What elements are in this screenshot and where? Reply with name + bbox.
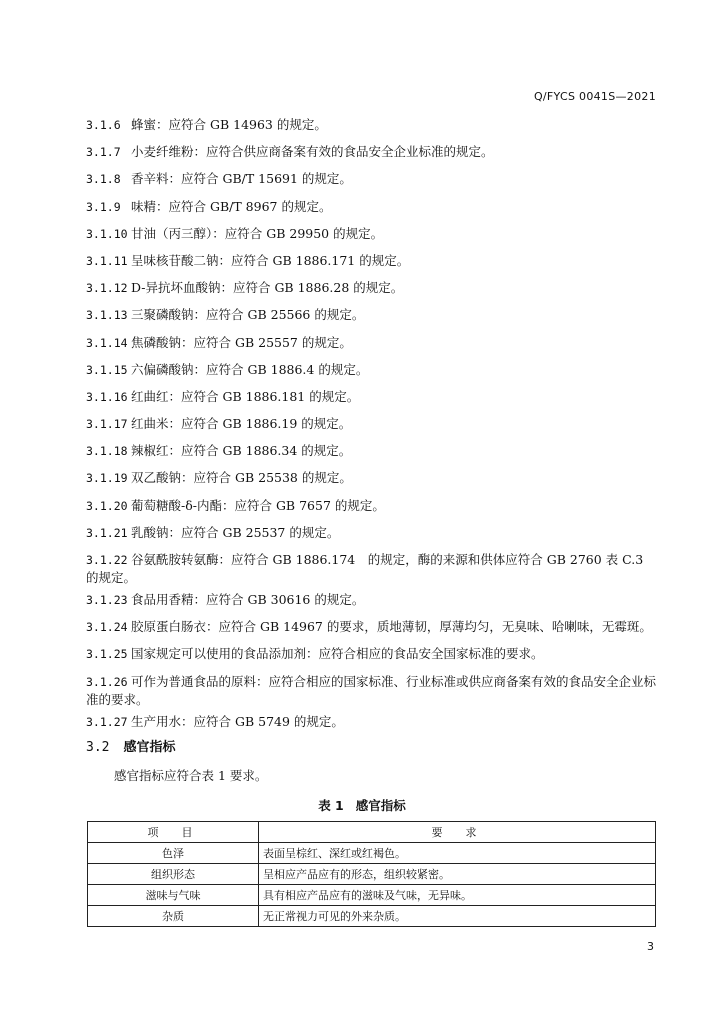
clause-number: 3.1.21 xyxy=(86,525,128,540)
clause-number: 3.1.18 xyxy=(86,444,128,459)
clause-item xyxy=(86,306,658,324)
clause-text: 蜂蜜：应符合 GB 14963 的规定。 xyxy=(131,117,327,132)
clause-item xyxy=(86,497,658,515)
clause-item xyxy=(86,469,658,487)
table-row xyxy=(88,843,656,864)
clause-text: D-异抗坏血酸钠：应符合 GB 1886.28 的规定。 xyxy=(131,280,404,296)
clause-number: 3.1.23 xyxy=(86,593,128,607)
table-cell: 滋味与气味 xyxy=(88,885,259,906)
clause-number: 3.1.24 xyxy=(86,620,128,635)
table-cell: 杂质 xyxy=(88,906,259,927)
clause-item xyxy=(86,713,658,731)
clause-item xyxy=(86,225,658,243)
clause-number: 3.1.15 xyxy=(86,362,128,377)
clause-text: 香辛料：应符合 GB/T 15691 的规定。 xyxy=(131,171,352,187)
clause-item xyxy=(86,116,658,134)
clause-number: 3.1.14 xyxy=(86,335,128,350)
clause-number: 3.1.20 xyxy=(86,498,128,513)
clause-text: 小麦纤维粉：应符合供应商备案有效的食品安全企业标准的规定。 xyxy=(131,144,494,160)
clause-number: 3.1.6 xyxy=(86,118,121,132)
clause-item xyxy=(86,252,658,270)
table-cell: 无正常视力可见的外来杂质。 xyxy=(259,906,656,927)
clause-text: 焦磷酸钠：应符合 GB 25557 的规定。 xyxy=(131,334,352,350)
table-caption xyxy=(0,796,724,814)
clause-text: 甘油（丙三醇）：应符合 GB 29950 的规定。 xyxy=(131,225,384,241)
clause-number: 3.1.16 xyxy=(86,389,128,404)
clause-item xyxy=(86,334,658,352)
clause-number: 3.1.7 xyxy=(86,145,121,160)
clause-item xyxy=(86,361,658,379)
clause-number: 3.1.13 xyxy=(86,308,128,323)
table-cell: 具有相应产品应有的滋味及气味，无异味。 xyxy=(259,885,656,906)
clause-item xyxy=(86,591,658,609)
clause-text: 味精：应符合 GB/T 8967 的规定。 xyxy=(131,198,332,214)
clause-text: 红曲米：应符合 GB 1886.19 的规定。 xyxy=(131,416,352,432)
table-row xyxy=(88,864,656,885)
table-cell: 表面呈棕红、深红或红褐色。 xyxy=(259,843,656,864)
clause-item xyxy=(86,442,658,460)
page-number: 3 xyxy=(647,940,654,953)
clause-item xyxy=(86,415,658,433)
clause-text: 乳酸钠：应符合 GB 25537 的规定。 xyxy=(131,524,340,540)
clause-item xyxy=(86,524,658,542)
clause-text: 六偏磷酸钠：应符合 GB 1886.4 的规定。 xyxy=(131,361,369,377)
clause-text: 食品用香精：应符合 GB 30616 的规定。 xyxy=(131,592,365,607)
clause-number: 3.1.22 xyxy=(86,553,128,567)
clause-number: 3.1.11 xyxy=(86,253,128,268)
clause-number: 3.1.25 xyxy=(86,647,128,662)
section-heading xyxy=(86,736,176,755)
clause-item xyxy=(86,170,658,188)
section-intro: 感官指标应符合表 1 要求。 xyxy=(114,768,268,783)
clause-text: 胶原蛋白肠衣：应符合 GB 14967 的要求，质地薄韧，厚薄均匀，无臭味、哈喇味，无霉斑。 xyxy=(131,619,652,635)
clause-text: 可作为普通食品的原料：应符合相应的国家标准、行业标准或供应商备案有效的食品安全企业标准的要求。 xyxy=(86,673,657,707)
clause-item xyxy=(86,618,658,636)
table-row xyxy=(88,885,656,906)
clause-number: 3.1.10 xyxy=(86,226,128,241)
clause-text: 呈味核苷酸二钠：应符合 GB 1886.171 的规定。 xyxy=(131,252,410,268)
clause-item xyxy=(86,673,658,708)
clause-number: 3.1.26 xyxy=(86,674,128,689)
clause-number: 3.1.27 xyxy=(86,714,128,729)
clause-text: 辣椒红：应符合 GB 1886.34 的规定。 xyxy=(131,443,352,459)
clause-text: 葡萄糖酸-δ-内酯：应符合 GB 7657 的规定。 xyxy=(131,497,385,513)
clause-item xyxy=(86,198,658,216)
table-cell: 色泽 xyxy=(88,843,259,864)
table-cell: 呈相应产品应有的形态，组织较紧密。 xyxy=(259,864,656,885)
clause-text: 国家规定可以使用的食品添加剂：应符合相应的食品安全国家标准的要求。 xyxy=(131,646,544,662)
table-header-cell: 要 求 xyxy=(259,822,656,843)
sensory-table xyxy=(87,821,656,927)
table-row xyxy=(88,906,656,927)
section-title: 感官指标 xyxy=(123,740,176,755)
clause-text: 三聚磷酸钠：应符合 GB 25566 的规定。 xyxy=(131,307,365,323)
clause-number: 3.1.19 xyxy=(86,471,128,486)
section-number: 3.2 xyxy=(86,740,110,755)
clause-item xyxy=(86,388,658,406)
clause-item xyxy=(86,279,658,297)
table-header-cell: 项 目 xyxy=(88,822,259,843)
table-cell: 组织形态 xyxy=(88,864,259,885)
clause-text: 红曲红：应符合 GB 1886.181 的规定。 xyxy=(131,388,360,404)
clause-list xyxy=(86,116,658,740)
clause-text: 双乙酸钠：应符合 GB 25538 的规定。 xyxy=(131,470,352,486)
clause-number: 3.1.12 xyxy=(86,281,128,296)
clause-item xyxy=(86,551,658,586)
clause-item xyxy=(86,645,658,663)
clause-text: 生产用水：应符合 GB 5749 的规定。 xyxy=(131,713,344,729)
clause-text: 谷氨酰胺转氨酶：应符合 GB 1886.174 的规定，酶的来源和供体应符合 GB 2760 表 C.3 的规定。 xyxy=(86,552,644,585)
document-code: Q/FYCS 0041S—2021 xyxy=(533,90,656,103)
clause-number: 3.1.17 xyxy=(86,417,128,432)
clause-item xyxy=(86,143,658,161)
table-header-row xyxy=(88,822,656,843)
table-caption-number: 表 1 xyxy=(318,798,344,813)
clause-number: 3.1.9 xyxy=(86,199,121,214)
table-caption-title: 感官指标 xyxy=(355,798,406,813)
clause-number: 3.1.8 xyxy=(86,172,121,187)
